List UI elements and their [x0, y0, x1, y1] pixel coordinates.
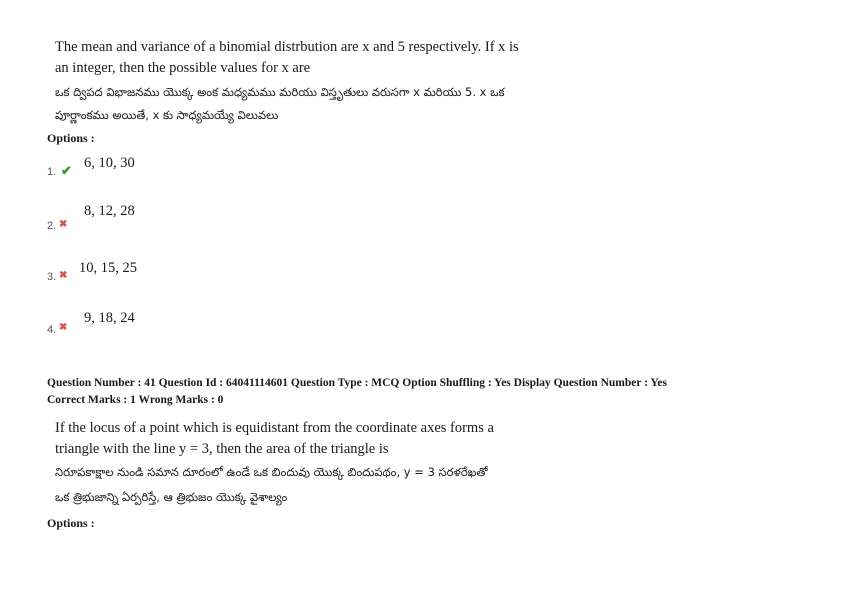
question-40-english-line1: The mean and variance of a binomial distrbution are x and 5 respectively. If x is — [55, 39, 519, 55]
option-2-text: 8, 12, 28 — [84, 203, 135, 219]
question-41-options-label: Options : — [47, 516, 95, 530]
correct-check-icon: ✔ — [61, 163, 72, 178]
question-40-options-label: Options : — [47, 131, 95, 145]
question-40-english-line2: an integer, then the possible values for x are — [55, 60, 311, 76]
option-3-text: 10, 15, 25 — [79, 260, 137, 276]
question-41-meta: Question Number : 41 Question Id : 64041114601 Question Type : MCQ Option Shuffling : Yes Display Question Number : Yes — [47, 377, 668, 389]
option-2-number: 2. — [47, 220, 57, 232]
wrong-cross-icon: ✖ — [59, 219, 68, 230]
option-4-text: 9, 18, 24 — [84, 310, 135, 326]
question-41-telugu-line1: నిరూపకాక్షాల నుండి సమాన దూరంలో ఉండే ఒక బిందువు యొక్క బిందుపథం, y = 3 సరళరేఖతో — [55, 465, 488, 479]
option-1-number: 1. — [47, 166, 57, 178]
question-41-english-line1: If the locus of a point which is equidistant from the coordinate axes forms a — [55, 420, 494, 436]
option-1-text: 6, 10, 30 — [84, 155, 135, 171]
question-41-english-line2: triangle with the line y = 3, then the area of the triangle is — [55, 441, 389, 457]
question-40-telugu-line2: పూర్ణాంకము అయితే, x కు సాధ్యమయ్యే విలువలు — [55, 108, 279, 122]
question-41-marks: Correct Marks : 1 Wrong Marks : 0 — [47, 394, 224, 406]
option-4-number: 4. — [47, 324, 57, 336]
option-3-number: 3. — [47, 271, 57, 283]
wrong-cross-icon: ✖ — [59, 322, 68, 333]
question-40-telugu-line1: ఒక ద్విపద విభాజనము యొక్క అంక మధ్యమము మరియు విస్తృతులు వరుసగా x మరియు 5. x ఒక — [55, 85, 505, 99]
question-41-telugu-line2: ఒక త్రిభుజాన్ని ఏర్పరిస్తే, ఆ త్రిభుజం యొక్క వైశాల్యం — [55, 490, 288, 504]
wrong-cross-icon: ✖ — [59, 270, 68, 281]
